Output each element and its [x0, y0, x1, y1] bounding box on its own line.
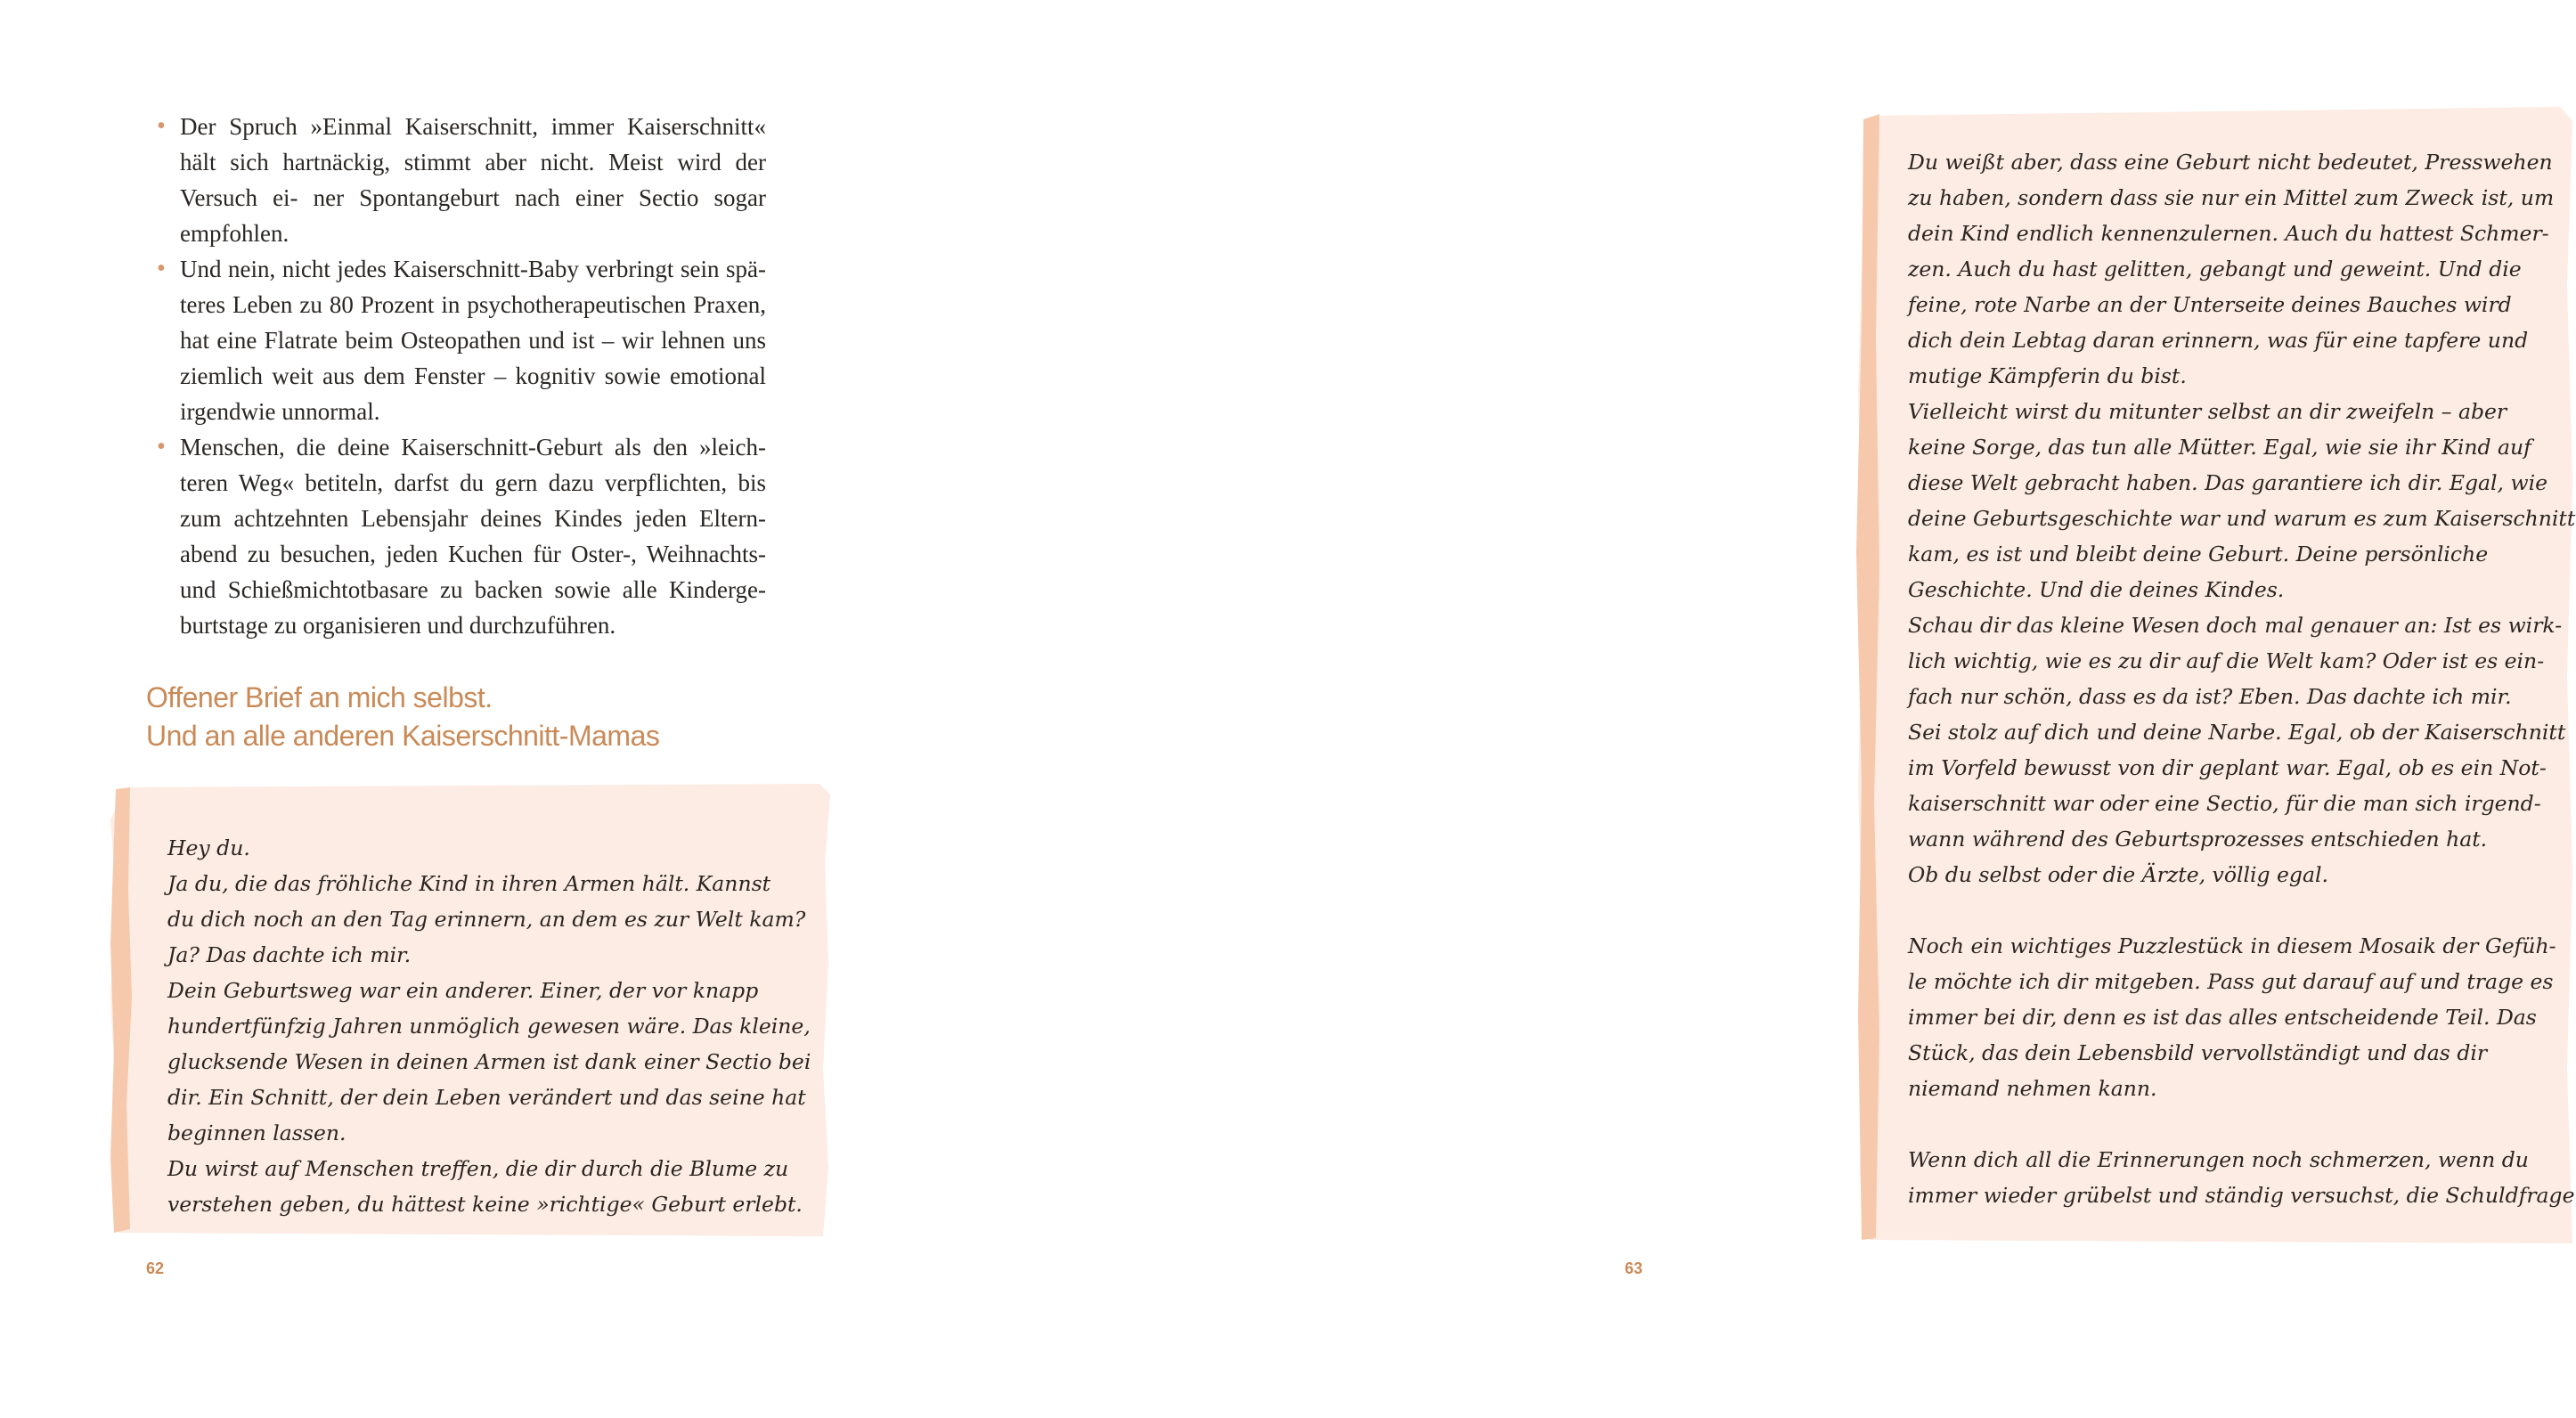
bullet-item: • Menschen, die deine Kaiserschnitt-Geburt als den »leich- teren Weg« betiteln, darfst du gern dazu verpflichten, bis zum achtzehnten Lebensjahr deines Kindes jeden Eltern- abend zu besuchen, jeden Kuchen für Oster-, Weihnachts- und Schießmichtotbasare zu backen sowie alle Kinderge- burtstage zu organisieren und durchzuführen.	[151, 429, 766, 643]
page-number: 62	[146, 1259, 165, 1277]
bullet-dot-icon: •	[157, 433, 166, 460]
section-heading	[146, 679, 770, 755]
letter-line: verstehen geben, du hättest keine »richtige« Geburt erlebt.	[167, 1192, 803, 1217]
letter-line: Hey du.	[167, 835, 250, 860]
heading-line: Offener Brief an mich selbst.	[146, 681, 493, 713]
letter-line: Ja du, die das fröhliche Kind in ihren Armen hält. Kannst	[167, 871, 771, 896]
letter-line: keine Sorge, das tun alle Mütter. Egal, wie sie ihr Kind auf	[1908, 435, 2531, 460]
bullet-dot-icon: •	[157, 112, 166, 140]
page-number: 63	[1625, 1259, 1643, 1277]
letter-line: Stück, das dein Lebensbild vervollständigt und das dir	[1908, 1040, 2488, 1065]
letter-line: im Vorfeld bewusst von dir geplant war. Egal, ob es ein Not-	[1908, 755, 2547, 780]
right-page	[891, 0, 2576, 1418]
letter-line: Noch ein wichtiges Puzzlestück in diesem Mosaik der Gefüh-	[1908, 933, 2556, 958]
letter-line: lich wichtig, wie es zu dir auf die Welt kam? Oder ist es ein-	[1908, 648, 2545, 673]
left-page	[0, 0, 891, 1418]
handwritten-letter-box	[1856, 107, 2576, 1245]
letter-line: le möchte ich dir mitgeben. Pass gut darauf auf und trage es	[1908, 969, 2554, 994]
letter-line: dein Kind endlich kennenzulernen. Auch du hattest Schmer-	[1908, 221, 2549, 246]
letter-line: dich dein Lebtag daran erinnern, was für eine tapfere und	[1908, 328, 2529, 353]
letter-line: Geschichte. Und die deines Kindes.	[1908, 577, 2285, 602]
letter-line: mutige Kämpferin du bist.	[1908, 363, 2187, 388]
letter-line	[1908, 892, 2567, 928]
letter-line: du dich noch an den Tag erinnern, an dem es zur Welt kam?	[167, 907, 806, 932]
bullet-list	[151, 109, 766, 643]
bullet-item: • Und nein, nicht jedes Kaiserschnitt-Baby verbringt sein spä- teres Leben zu 80 Prozent in psychotherapeutischen Praxen, hat eine Flatrate beim Osteopathen und ist – wir lehnen uns ziemlich weit aus dem Fenster – kognitiv sowie emotional irgendwie unnormal.	[151, 251, 766, 429]
letter-line: dir. Ein Schnitt, der dein Leben verändert und das seine hat	[167, 1085, 806, 1110]
bullet-dot-icon: •	[157, 255, 166, 282]
letter-line: deine Geburtsgeschichte war und warum es zum Kaiserschnitt	[1908, 506, 2576, 531]
letter-line: zu haben, sondern dass sie nur ein Mittel zum Zweck ist, um	[1908, 185, 2555, 210]
letter-line: Sei stolz auf dich und deine Narbe. Egal, ob der Kaiserschnitt	[1908, 720, 2566, 745]
letter-line: immer wieder grübelst und ständig versuchst, die Schuldfrage	[1908, 1183, 2575, 1208]
handwritten-letter-box	[110, 784, 841, 1238]
letter-line: feine, rote Narbe an der Unterseite deines Bauches wird	[1908, 292, 2512, 317]
letter-line: Ob du selbst oder die Ärzte, völlig egal.	[1908, 862, 2328, 887]
letter-line: beginnen lassen.	[167, 1121, 346, 1145]
letter-line: kaiserschnitt war oder eine Sectio, für die man sich irgend-	[1908, 791, 2541, 816]
letter-line: Ja? Das dachte ich mir.	[167, 942, 412, 967]
letter-line: immer bei dir, denn es ist das alles entscheidende Teil. Das	[1908, 1005, 2537, 1030]
letter-line: fach nur schön, dass es da ist? Eben. Das dachte ich mir.	[1908, 684, 2512, 709]
letter-line: Du weißt aber, dass eine Geburt nicht bedeutet, Presswehen	[1908, 150, 2553, 175]
letter-line: kam, es ist und bleibt deine Geburt. Deine persönliche	[1908, 542, 2489, 566]
letter-line: hundertfünfzig Jahren unmöglich gewesen wäre. Das kleine,	[167, 1014, 811, 1039]
letter-line: Wenn dich all die Erinnerungen noch schmerzen, wenn du	[1908, 1147, 2529, 1172]
letter-line: diese Welt gebracht haben. Das garantiere ich dir. Egal, wie	[1908, 470, 2548, 495]
heading-line: Und an alle anderen Kaiserschnitt-Mamas	[146, 720, 660, 752]
letter-text	[167, 830, 809, 1222]
letter-line: Dein Geburtsweg war ein anderer. Einer, der vor knapp	[167, 978, 759, 1003]
bullet-item: • Der Spruch »Einmal Kaiserschnitt, immer Kaiserschnitt« hält sich hartnäckig, stimmt aber nicht. Meist wird der Versuch ei- ner Spontangeburt nach einer Sectio sogar empfohlen.	[151, 109, 766, 251]
letter-line: Schau dir das kleine Wesen doch mal genauer an: Ist es wirk-	[1908, 613, 2563, 638]
letter-line	[1908, 1106, 2567, 1142]
letter-line: wann während des Geburtsprozesses entschieden hat.	[1908, 827, 2488, 852]
letter-line: Du wirst auf Menschen treffen, die dir durch die Blume zu	[167, 1156, 789, 1181]
letter-line: Vielleicht wirst du mitunter selbst an dir zweifeln – aber	[1908, 399, 2507, 424]
letter-line: zen. Auch du hast gelitten, gebangt und geweint. Und die	[1908, 257, 2522, 281]
letter-line: niemand nehmen kann.	[1908, 1076, 2157, 1101]
letter-text	[1908, 144, 2576, 1213]
letter-line: glucksende Wesen in deinen Armen ist dank einer Sectio bei	[167, 1049, 811, 1074]
